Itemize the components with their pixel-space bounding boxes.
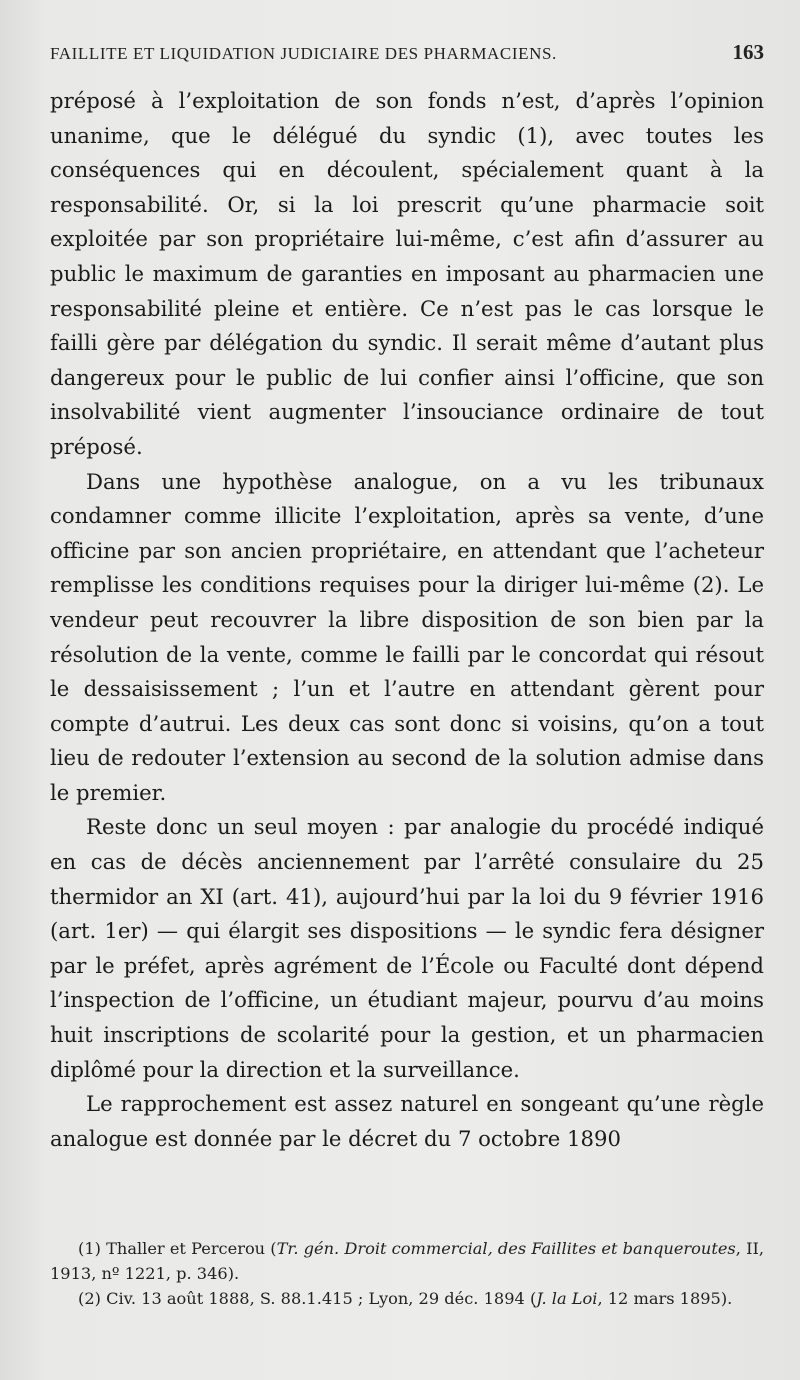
paragraph-3: Reste donc un seul moyen : par analogie du procédé indiqué en cas de décès anciennement par l’arrêté consulaire du 25 thermidor an XI (art. 41), aujourd’hui par la loi du 9 février 1916 (art. 1er) — qui élargit ses dispositions — le syndic fera désigner par le préfet, après agrément de l’École ou Faculté dont dépend l’inspection de l’officine, un étudiant majeur, pourvu d’au moins huit inscriptions de scolarité pour la gestion, et un pharmacien diplômé pour la direction et la surveillance. (50, 814, 764, 1082)
running-head (50, 40, 764, 80)
footnote-2-title: J. la Loi (536, 1289, 598, 1308)
footnote-1-title: Tr. gén. Droit commercial, des Faillites et banqueroutes (276, 1239, 736, 1258)
footnote-2 (50, 1286, 764, 1311)
paragraph-2: Dans une hypothèse analogue, on a vu les tribunaux condamner comme illicite l’exploitation, après sa vente, d’une officine par son ancien propriétaire, en attendant que l’acheteur remplisse les conditions requises pour la diriger lui-même (2). Le vendeur peut recouvrer la libre disposition de son bien par la résolution de la vente, comme le failli par le concordat qui résout le dessaisissement ; l’un et l’autre en attendant gèrent pour compte d’autrui. Les deux cas sont donc si voisins, qu’on a tout lieu de redouter l’extension au second de la solution admise dans le premier. (50, 468, 764, 805)
page-number: 163 (732, 40, 764, 64)
footnote-2-pre: (2) Civ. 13 août 1888, S. 88.1.415 ; Lyon, 29 déc. 1894 ( (78, 1289, 537, 1308)
running-head-title: FAILLITE ET LIQUIDATION JUDICIAIRE DES PHARMACIENS. (50, 44, 557, 63)
footnotes (50, 1236, 764, 1311)
footnote-1 (50, 1236, 764, 1286)
paragraph-1: préposé à l’exploitation de son fonds n’est, d’après l’opinion unanime, que le délégué du syndic (1), avec toutes les conséquences qui en découlent, spécialement quant à la responsabilité. Or, si la loi prescrit qu’une pharmacie soit exploitée par son propriétaire lui-même, c’est afin d’assurer au public le maximum de garanties en imposant au pharmacien une responsabilité pleine et entière. Ce n’est pas le cas lorsque le failli gère par délégation du syndic. Il serait même d’autant plus dangereux pour le public de lui confier ainsi l’officine, que son insolvabilité vient augmenter l’insouciance ordinaire de tout préposé. (50, 88, 764, 459)
footnote-2-post: , 12 mars 1895). (597, 1289, 733, 1308)
paragraph-4: Le rapprochement est assez naturel en songeant qu’une règle analogue est donnée par le décret du 7 octobre 1890 (50, 1091, 764, 1151)
footnote-1-post: , II, 1913, nº 1221, p. 346). (50, 1239, 765, 1283)
body-text (50, 84, 764, 1156)
footnote-1-pre: (1) Thaller et Percerou ( (78, 1239, 277, 1258)
